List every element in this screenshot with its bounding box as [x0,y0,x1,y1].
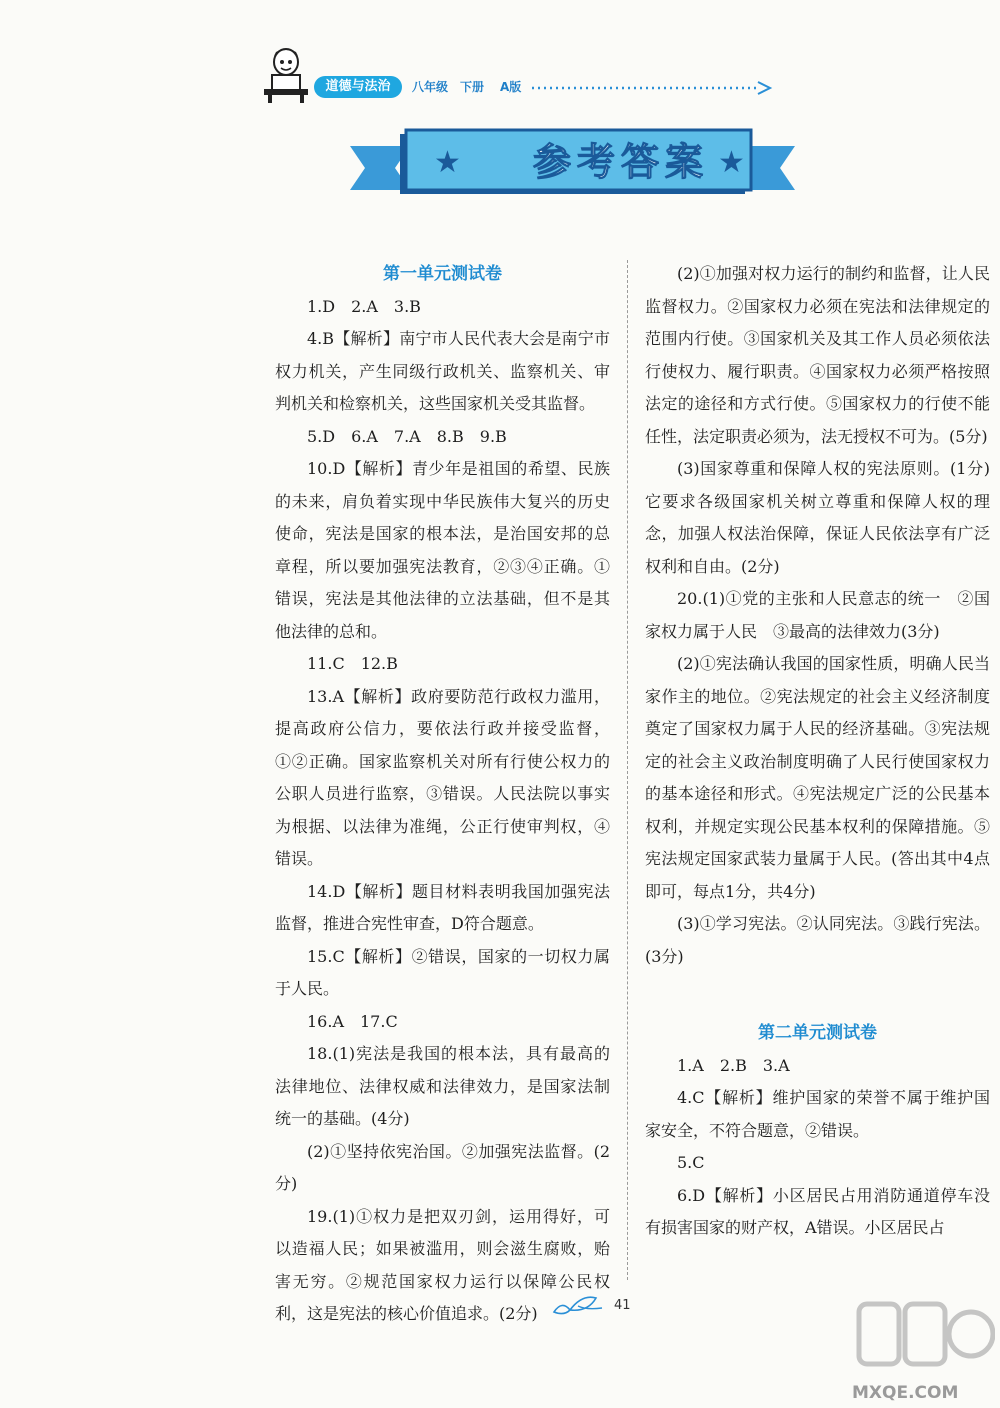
section-gap [645,973,990,1017]
page-header [262,44,782,114]
answer-para: 14.D【解析】题目材料表明我国加强宪法监督，推进合宪性审查，D符合题意。 [275,881,610,933]
answer-para: (2)①宪法确认我国的国家性质，明确人民当家作主的地位。②宪法规定的社会主义经济制度奠定了国家权力属于人民的经济基础。③宪法规定的社会主义政治制度明确了人民行使国家权力的基本途径和形式。④宪法规定广泛的公民基本权利，并规定实现公民基本权利的保障措施。⑤宪法规定国家武装力量属于人民。(答出其中4点即可，每点1分，共4分) [645,654,990,901]
grade-label: 八年级 [412,80,449,94]
watermark-site: MXQE.COM [852,1383,959,1403]
answer-para: (2)①坚持依宪治国。②加强宪法监督。(2分) [275,1141,610,1193]
right-column [645,258,990,1245]
answer-para: 5.C [677,1153,705,1172]
volume-label: 下册 [460,80,485,94]
banner-title: 参考答案 [532,140,709,184]
answer-para: 4.B【解析】南宁市人民代表大会是南宁市权力机关，产生同级行政机关、监察机关、审判机关和检察机关，这些国家机关受其监督。 [275,329,610,413]
answer-para: 6.D【解析】小区居民占用消防通道停车没有损害国家的财产权，A错误。小区居民占 [645,1185,990,1237]
student-mascot-icon [262,44,312,104]
column-divider [627,260,628,1280]
subject-badge: 道德与法治 [314,76,402,98]
answer-para: 13.A【解析】政府要防范行政权力滥用，提高政府公信力，要依法行政并接受监督，①②正确。国家监察机关对所有行使公权力的公职人员进行监察，③错误。人民法院以事实为根据、以法律为准绳，公正行使审判权，④错误。 [275,686,610,868]
answer-para: 15.C【解析】②错误，国家的一切权力属于人民。 [275,946,610,998]
left-column [275,258,610,1331]
answer-para: 5.D 6.A 7.A 8.B 9.B [307,426,507,446]
answer-para: 1.D 2.A 3.B [307,296,421,316]
dotted-arrow-icon [532,78,777,98]
section-title-unit2: 第二单元测试卷 [758,1023,877,1043]
edition-label: A版 [500,80,522,94]
answer-para: (2)①加强对权力运行的制约和监督，让人民监督权力。②国家权力必须在宪法和法律规定的范围内行使。③国家机关及其工作人员必须依法行使权力、履行职责。④国家权力必须严格按照法定的途径和方式行使。⑤国家权力的行使不能任性，法定职责必须为，法无授权不可为。(5分) [645,264,990,446]
answer-para: 19.(1)①权力是把双刃剑，运用得好，可以造福人民；如果被滥用，则会滋生腐败，贻害无穷。②规范国家权力运行以保障公民权利，这是宪法的核心价值追求。(2分) [275,1206,610,1323]
answer-para: 18.(1)宪法是我国的根本法，具有最高的法律地位、法律权威和法律效力，是国家法制统一的基础。(4分) [275,1044,610,1128]
leaf-ornament-icon [548,1290,608,1320]
svg-text:★: ★ [718,145,745,180]
answer-para: (3)①学习宪法。②认同宪法。③践行宪法。(3分) [645,914,990,966]
answer-para: 4.C【解析】维护国家的荣誉不属于维护国家安全，不符合题意，②错误。 [645,1088,990,1140]
section-title-unit1: 第一单元测试卷 [383,264,502,284]
answer-para: 20.(1)①党的主张和人民意志的统一 ②国家权力属于人民 ③最高的法律效力(3分) [645,589,990,641]
answer-para: 16.A 17.C [307,1011,398,1031]
answer-para: (3)国家尊重和保障人权的宪法原则。(1分)它要求各级国家机关树立尊重和保障人权的理念，加强人权法治保障，保证人民依法享有广泛权利和自由。(2分) [645,459,990,576]
answer-para: 10.D【解析】青少年是祖国的希望、民族的未来，肩负着实现中华民族伟大复兴的历史使命，宪法是国家的根本法，是治国安邦的总章程，所以要加强宪法教育，②③④正确。①错误，宪法是其他法律的立法基础，但不是其他法律的总和。 [275,459,610,641]
answer-para: 11.C 12.B [307,654,398,673]
answer-para: 1.A 2.B 3.A [677,1055,790,1075]
svg-text:★: ★ [434,145,461,180]
page-number: 41 [614,1298,631,1313]
